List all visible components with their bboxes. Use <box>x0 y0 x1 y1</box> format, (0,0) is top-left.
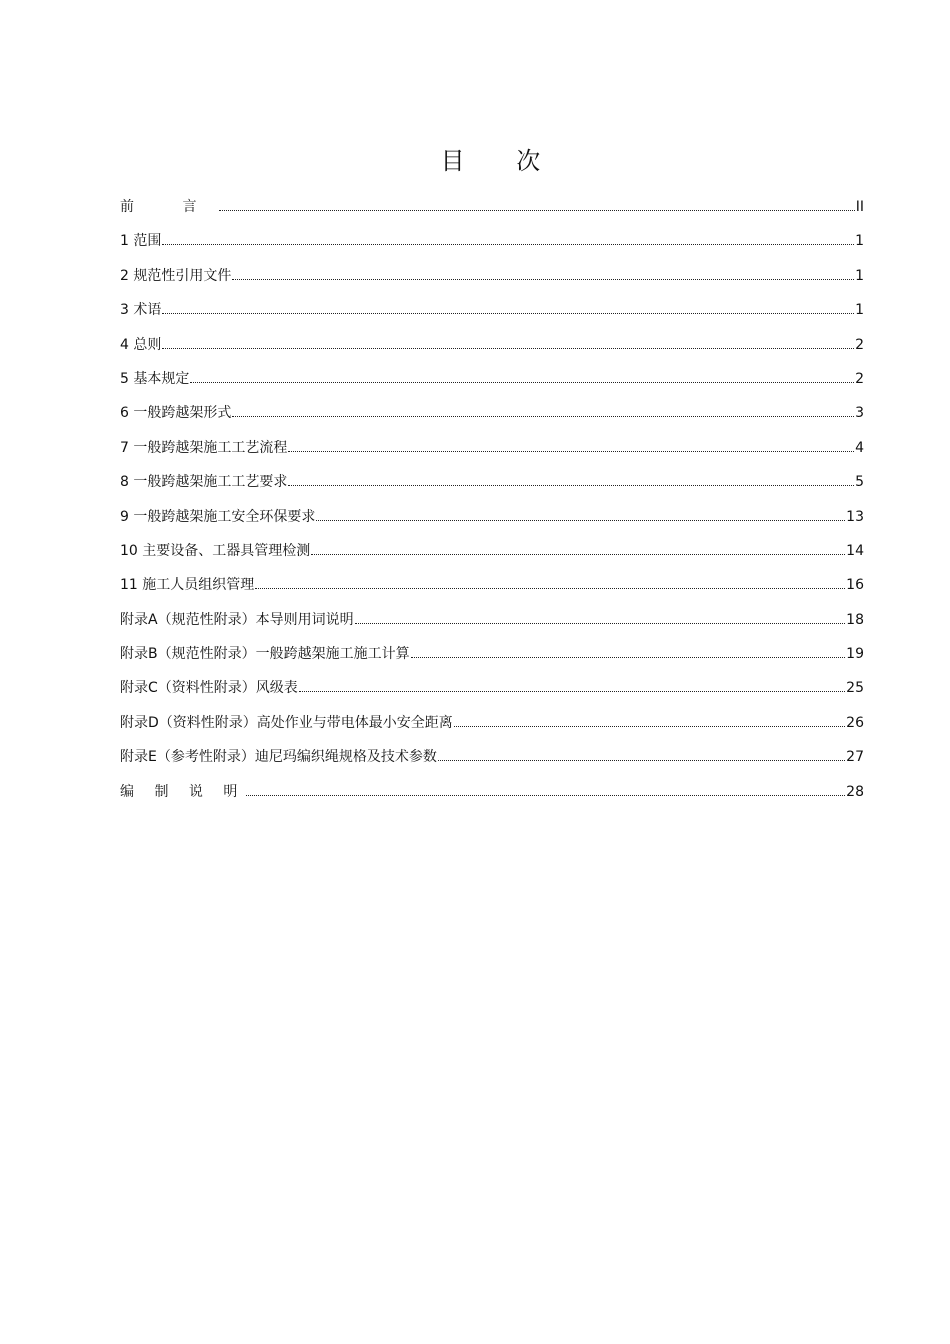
dot-leader <box>232 415 854 417</box>
toc-entry-appendix-c[interactable] <box>120 674 864 708</box>
toc-entry-page: 1 <box>855 233 864 250</box>
toc-entry-appendix-d[interactable] <box>120 709 864 743</box>
toc-entry-page: 27 <box>846 749 864 766</box>
toc-entry-1[interactable] <box>120 227 864 261</box>
toc-entry-page: II <box>855 199 864 215</box>
toc-entry-page: 2 <box>855 336 864 353</box>
toc-entry-page: 19 <box>846 646 864 663</box>
dot-leader <box>162 347 854 349</box>
toc-entry-page: 1 <box>855 302 864 319</box>
toc-entry-8[interactable] <box>120 468 864 502</box>
toc-entry-7[interactable] <box>120 434 864 468</box>
dot-leader <box>255 587 845 589</box>
dot-leader <box>246 794 845 796</box>
toc-entry-appendix-e[interactable] <box>120 743 864 777</box>
toc-entry-page: 3 <box>855 405 864 422</box>
toc-entry-page: 18 <box>846 611 864 628</box>
toc-entry-label: 附录D（资料性附录）高处作业与带电体最小安全距离 <box>120 714 453 731</box>
dot-leader <box>355 622 846 624</box>
dot-leader <box>438 759 845 761</box>
toc-entry-label: 8 一般跨越架施工工艺要求 <box>120 474 288 491</box>
toc-entry-label: 10 主要设备、工器具管理检测 <box>120 542 311 559</box>
dot-leader <box>411 656 846 658</box>
toc-entry-11[interactable] <box>120 571 864 605</box>
toc-entry-foreword[interactable] <box>120 193 864 227</box>
toc-entry-page: 14 <box>846 542 864 559</box>
toc-entry-label: 编 制 说 明 <box>120 783 246 800</box>
dot-leader <box>288 484 854 486</box>
toc-title: 目 次 <box>440 147 563 175</box>
toc-entry-page: 26 <box>846 714 864 731</box>
toc-entry-4[interactable] <box>120 331 864 365</box>
toc-entry-appendix-a[interactable] <box>120 606 864 640</box>
toc-entry-label: 前 言 <box>120 199 219 215</box>
toc-entry-label: 2 规范性引用文件 <box>120 267 232 284</box>
toc-entry-label: 附录B（规范性附录）一般跨越架施工施工计算 <box>120 646 410 663</box>
dot-leader <box>190 381 854 383</box>
toc-entry-label: 9 一般跨越架施工安全环保要求 <box>120 508 316 525</box>
toc-entry-label: 11 施工人员组织管理 <box>120 577 255 594</box>
toc-entry-label: 附录C（资料性附录）风级表 <box>120 680 298 697</box>
toc-entry-label: 附录A（规范性附录）本导则用词说明 <box>120 611 354 628</box>
dot-leader <box>316 519 845 521</box>
toc-entry-label: 3 术语 <box>120 302 162 319</box>
toc-entry-compilation-notes[interactable] <box>120 778 864 812</box>
toc-entry-3[interactable] <box>120 296 864 330</box>
dot-leader <box>299 690 845 692</box>
toc-entry-2[interactable] <box>120 262 864 296</box>
table-of-contents <box>120 193 864 812</box>
toc-entry-page: 4 <box>855 439 864 456</box>
dot-leader <box>311 553 845 555</box>
toc-entry-6[interactable] <box>120 399 864 433</box>
toc-entry-9[interactable] <box>120 503 864 537</box>
dot-leader <box>162 243 854 245</box>
toc-entry-label: 5 基本规定 <box>120 370 190 387</box>
toc-entry-appendix-b[interactable] <box>120 640 864 674</box>
toc-entry-10[interactable] <box>120 537 864 571</box>
dot-leader <box>288 450 854 452</box>
dot-leader <box>454 725 845 727</box>
toc-entry-label: 6 一般跨越架形式 <box>120 405 232 422</box>
toc-entry-page: 13 <box>846 508 864 525</box>
dot-leader <box>232 278 854 280</box>
toc-entry-label: 4 总则 <box>120 336 162 353</box>
toc-entry-page: 2 <box>855 370 864 387</box>
toc-entry-label: 1 范围 <box>120 233 162 250</box>
toc-entry-page: 25 <box>846 680 864 697</box>
dot-leader <box>219 209 854 211</box>
toc-entry-page: 28 <box>846 783 864 800</box>
toc-entry-page: 16 <box>846 577 864 594</box>
toc-entry-page: 5 <box>855 474 864 491</box>
dot-leader <box>162 312 854 314</box>
toc-entry-label: 附录E（参考性附录）迪尼玛编织绳规格及技术参数 <box>120 749 437 766</box>
toc-entry-5[interactable] <box>120 365 864 399</box>
toc-entry-label: 7 一般跨越架施工工艺流程 <box>120 439 288 456</box>
toc-entry-page: 1 <box>855 267 864 284</box>
